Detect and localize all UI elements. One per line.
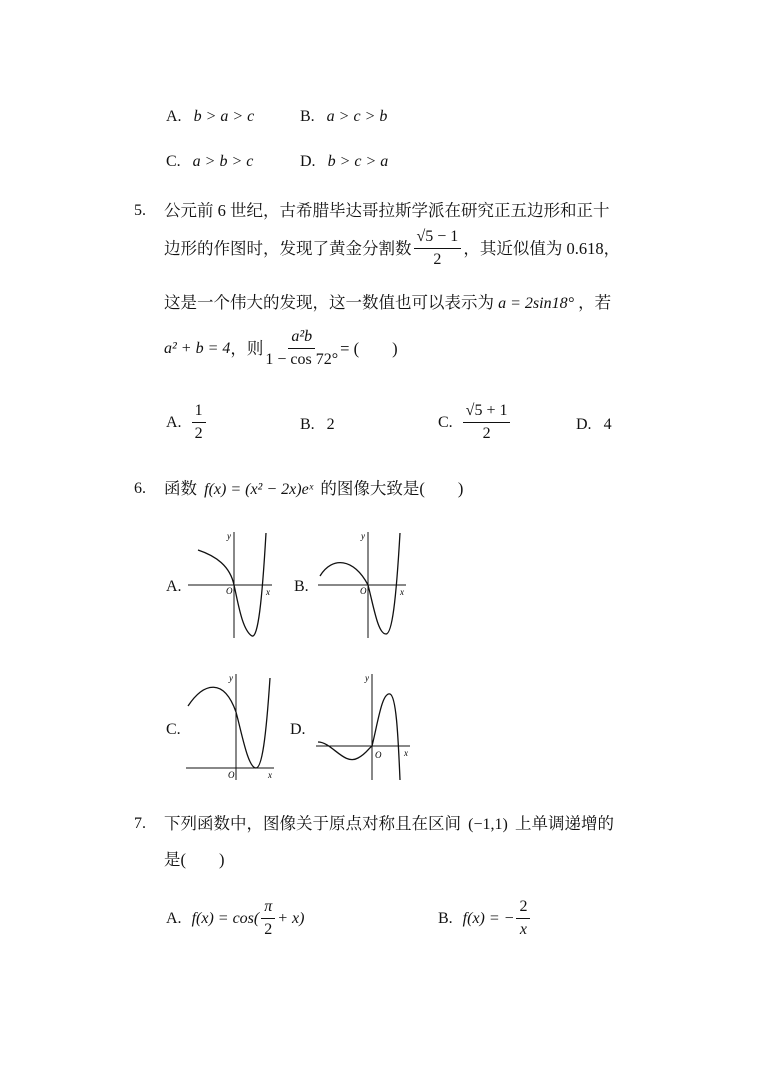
q7-number: 7. (134, 815, 146, 832)
q5-line2-pre: 边形的作图时，发现了黄金分割数 (164, 238, 412, 258)
q7-option-b-label: B. (438, 909, 453, 927)
q7-line2: 是( ) (164, 850, 225, 869)
q4-option-d[interactable] (300, 152, 388, 172)
q5-line3-post: ，若 (578, 293, 612, 312)
q5-line2 (164, 228, 620, 269)
graph-d-origin-label: O (375, 750, 382, 760)
q4-option-d-label: D. (300, 153, 316, 170)
q7-line1-post: 上单调递增的 (514, 814, 614, 833)
q7-interval: (−1,1) (468, 816, 508, 833)
q6-graph-c[interactable] (184, 672, 278, 782)
q7-option-b-den: x (519, 921, 528, 938)
q5-option-d-label: D. (576, 416, 592, 433)
q5-main-fraction (265, 328, 338, 369)
q4-option-b-label: B. (300, 108, 315, 125)
golden-ratio-denominator: 2 (433, 251, 442, 268)
q7-option-b-num: 2 (516, 898, 530, 919)
graph-c-x-label: x (268, 770, 272, 780)
q7-option-b-fraction (516, 898, 530, 939)
graph-d-y-label: y (365, 673, 369, 683)
q5-option-a-fraction (192, 402, 206, 443)
q5-option-a-num: 1 (192, 402, 206, 423)
q5-option-c-label: C. (438, 413, 453, 431)
graph-d-curve (318, 694, 400, 780)
q5-line3-pre: 这是一个伟大的发现，这一数值也可以表示为 (164, 293, 494, 312)
q5-line3 (164, 293, 611, 314)
q7-option-a-fraction (261, 898, 275, 939)
graph-b-curve (320, 533, 400, 634)
q7-option-a-label: A. (166, 909, 182, 927)
q6-stem (164, 479, 463, 500)
q6-number: 6. (134, 480, 146, 497)
q5-main-fraction-numerator: a²b (288, 328, 315, 349)
q4-option-a[interactable] (166, 107, 254, 127)
q4-option-a-label: A. (166, 108, 182, 125)
q5-main-fraction-denominator: 1 − cos 72° (265, 351, 339, 368)
q6-graph-a[interactable] (186, 530, 276, 640)
q5-number: 5. (134, 202, 146, 219)
q4-option-b-expr: a > c > b (326, 108, 388, 125)
q4-option-d-expr: b > c > a (327, 153, 389, 170)
golden-ratio-fraction (414, 228, 462, 269)
q6-stem-expr: f(x) = (x² − 2x)eˣ (204, 481, 314, 498)
q7-option-a-num: π (261, 898, 275, 919)
q7-option-a[interactable] (166, 898, 304, 939)
q7-option-b-pre: f(x) = − (462, 909, 515, 927)
q4-option-c-expr: a > b > c (192, 153, 254, 170)
q5-option-c[interactable] (438, 402, 512, 443)
graph-c-curve (188, 678, 270, 768)
q7-line1 (164, 814, 614, 835)
q5-option-a-den: 2 (194, 425, 203, 442)
q6-option-a-label[interactable]: A. (166, 578, 182, 595)
graph-c-y-label: y (229, 673, 233, 683)
q4-option-c-label: C. (166, 153, 181, 170)
q5-option-b[interactable] (300, 415, 335, 435)
q5-option-a-label: A. (166, 413, 182, 431)
q5-option-d-value: 4 (603, 416, 612, 433)
q5-line3-expr: a = 2sin18° (498, 295, 574, 312)
q6-stem-pre: 函数 (164, 479, 197, 498)
q6-option-b-label[interactable]: B. (294, 578, 309, 595)
q5-option-c-fraction (463, 402, 511, 443)
q5-option-c-den: 2 (482, 425, 491, 442)
q5-option-b-label: B. (300, 416, 315, 433)
q4-option-b[interactable] (300, 107, 387, 127)
q7-option-b[interactable] (438, 898, 532, 939)
q6-option-c-label[interactable]: C. (166, 721, 181, 738)
q7-option-a-den: 2 (264, 921, 273, 938)
q5-option-d[interactable] (576, 415, 612, 435)
q6-graph-b[interactable] (316, 530, 410, 640)
q5-line4 (164, 328, 398, 369)
golden-ratio-numerator: √5 − 1 (414, 228, 462, 249)
q5-option-b-value: 2 (326, 416, 335, 433)
q5-option-c-num: √5 + 1 (463, 402, 511, 423)
q7-option-a-post: + x) (277, 909, 305, 927)
graph-b-origin-label: O (360, 586, 367, 596)
graph-d-x-label: x (404, 748, 408, 758)
graph-a-x-label: x (266, 587, 270, 597)
graph-c-origin-label: O (228, 770, 235, 780)
q4-option-c[interactable] (166, 152, 253, 172)
q5-option-a[interactable] (166, 402, 208, 443)
graph-b-x-label: x (400, 587, 404, 597)
q6-option-d-label[interactable]: D. (290, 721, 306, 738)
graph-a-origin-label: O (226, 586, 233, 596)
q7-line1-pre: 下列函数中，图像关于原点对称且在区间 (164, 814, 461, 833)
q5-line1: 公元前 6 世纪，古希腊毕达哥拉斯学派在研究正五边形和正十 (164, 201, 610, 220)
q5-line2-post: ，其近似值为 0.618， (463, 238, 621, 258)
q5-line4-expr: a² + b = 4 (164, 339, 231, 357)
graph-b-y-label: y (361, 531, 365, 541)
q5-line4-end: = ( ) (340, 338, 398, 358)
q5-line4-mid: ，则 (230, 338, 264, 358)
q6-graph-d[interactable] (314, 672, 414, 782)
q6-stem-post: 的图像大致是( ) (320, 479, 464, 498)
q7-option-a-pre: f(x) = cos( (191, 909, 260, 927)
q4-option-a-expr: b > a > c (193, 108, 255, 125)
graph-a-y-label: y (227, 531, 231, 541)
